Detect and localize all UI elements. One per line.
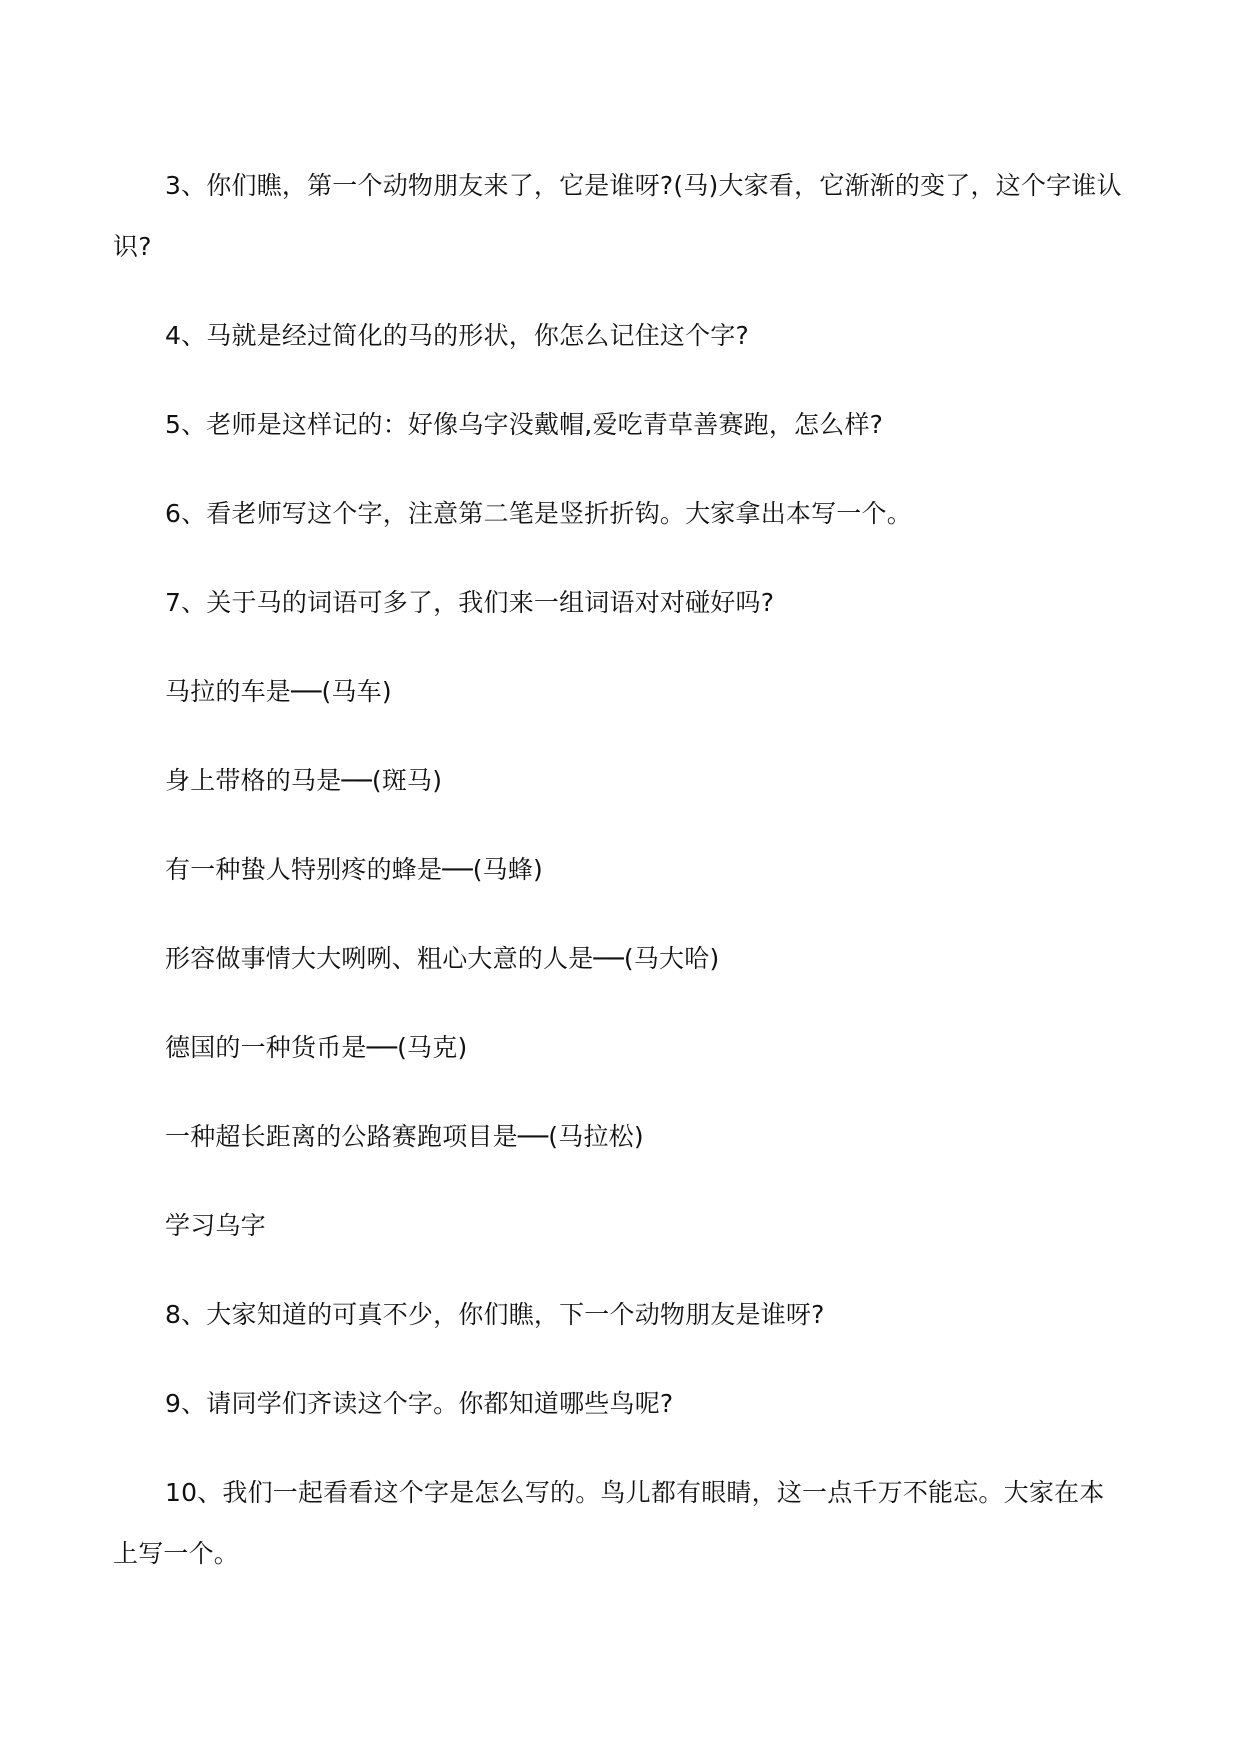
paragraph-8: 8、大家知道的可真不少，你们瞧，下一个动物朋友是谁呀? — [165, 1300, 825, 1329]
word-item-horse-cart: 马拉的车是──(马车) — [165, 677, 392, 706]
paragraph-5: 5、老师是这样记的：好像乌字没戴帽,爱吃青草善赛跑，怎么样? — [165, 410, 884, 439]
document-body — [113, 155, 1123, 1612]
paragraph-6: 6、看老师写这个字，注意第二笔是竖折折钩。大家拿出本写一个。 — [165, 499, 912, 528]
word-item-careless-person: 形容做事情大大咧咧、粗心大意的人是──(马大哈) — [165, 944, 720, 973]
word-item-zebra: 身上带格的马是──(斑马) — [165, 766, 443, 795]
word-item-mark-currency: 德国的一种货币是──(马克) — [165, 1033, 468, 1062]
paragraph-10: 10、我们一起看看这个字是怎么写的。鸟儿都有眼睛，这一点千万不能忘。大家在本上写一个。 — [113, 1478, 1105, 1568]
paragraph-4: 4、马就是经过简化的马的形状，你怎么记住这个字? — [165, 321, 749, 350]
section-heading-learn-character: 学习乌字 — [165, 1211, 266, 1240]
paragraph-9: 9、请同学们齐读这个字。你都知道哪些鸟呢? — [165, 1389, 674, 1418]
word-item-marathon: 一种超长距离的公路赛跑项目是──(马拉松) — [165, 1122, 644, 1151]
word-item-hornet: 有一种蛰人特别疼的蜂是──(马蜂) — [165, 855, 544, 884]
paragraph-3: 3、你们瞧，第一个动物朋友来了，它是谁呀?(马)大家看，它渐渐的变了，这个字谁认识? — [113, 171, 1122, 261]
paragraph-7: 7、关于马的词语可多了，我们来一组词语对对碰好吗? — [165, 588, 775, 617]
